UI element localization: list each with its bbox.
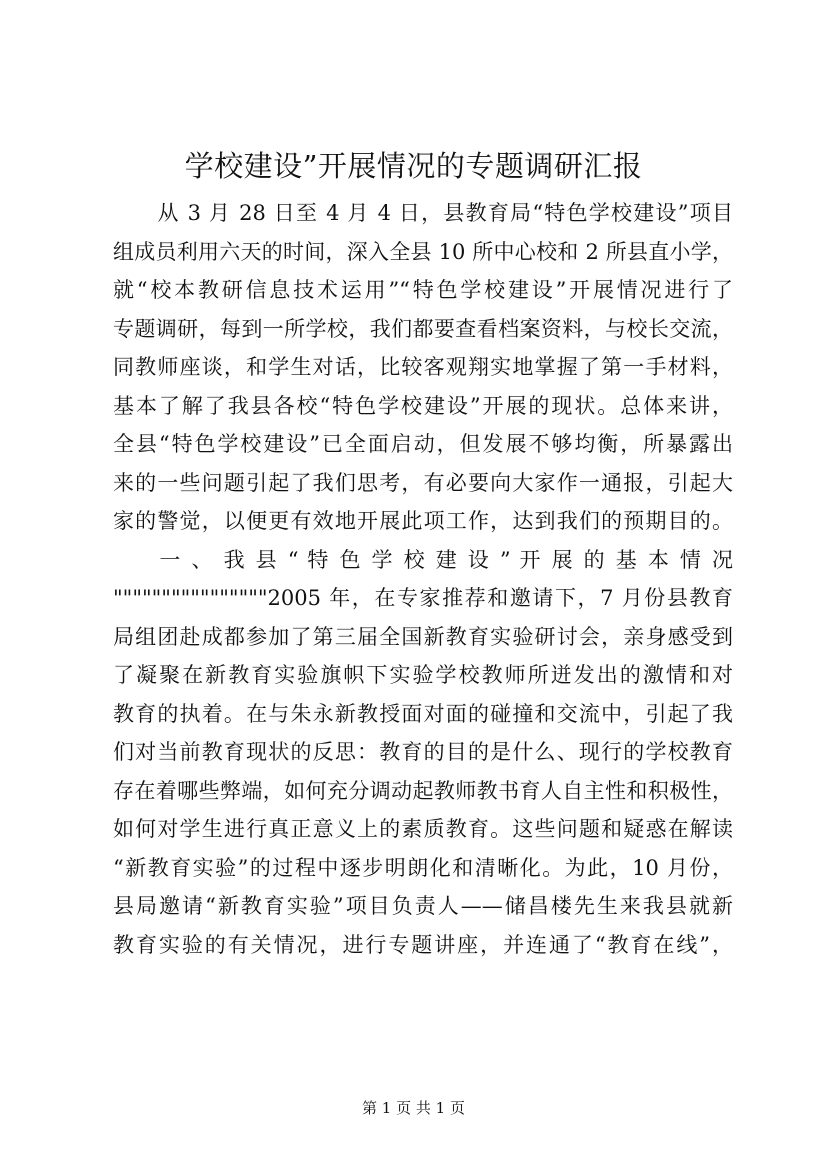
body-line: 存在着哪些弊端，如何充分调动起教师教书育人自主性和积极性， <box>113 778 733 803</box>
body-line: 基本了解了我县各校“特色学校建设”开展的现状。总体来讲， <box>113 393 733 418</box>
page-footer: 第 1 页 共 1 页 <box>362 1099 465 1117</box>
body-line: 从 3 月 28 日至 4 月 4 日，县教育局“特色学校建设”项目 <box>113 201 733 225</box>
body-line: 教育实验的有关情况，进行专题讲座，并连通了“教育在线”， <box>113 932 733 957</box>
document-title: 学校建设”开展情况的专题调研汇报 <box>184 149 643 183</box>
body-line: “新教育实验”的过程中逐步明朗化和清晰化。为此，10 月份， <box>113 855 733 880</box>
body-line: 教育的执着。在与朱永新教授面对面的碰撞和交流中，引起了我 <box>113 701 733 726</box>
body-line: 全县“特色学校建设”已全面启动，但发展不够均衡，所暴露出 <box>113 432 733 456</box>
body-line: """"""""""""""""2005 年，在专家推荐和邀请下，7 月份县教育 <box>113 586 733 610</box>
body-line: 就“校本教研信息技术运用”“特色学校建设”开展情况进行了 <box>113 278 733 302</box>
body-line: 县局邀请“新教育实验”项目负责人——储昌楼先生来我县就新 <box>113 894 733 918</box>
section-heading-line: 一 、 我 县 “ 特 色 学 校 建 设 ” 开 展 的 基 本 情 况 <box>113 547 733 572</box>
body-line: 们对当前教育现状的反思：教育的目的是什么、现行的学校教育 <box>113 740 733 764</box>
body-line: 组成员利用六天的时间，深入全县 10 所中心校和 2 所县直小学， <box>113 239 733 264</box>
body-line: 专题调研，每到一所学校，我们都要查看档案资料，与校长交流， <box>113 316 733 341</box>
body-line: 来的一些问题引起了我们思考，有必要向大家作一通报，引起大 <box>113 470 733 495</box>
document-body <box>113 194 733 964</box>
body-line: 局组团赴成都参加了第三届全国新教育实验研讨会，亲身感受到 <box>113 624 733 649</box>
body-line: 了凝聚在新教育实验旗帜下实验学校教师所迸发出的激情和对 <box>113 663 733 687</box>
body-line: 如何对学生进行真正意义上的素质教育。这些问题和疑惑在解读 <box>113 817 733 841</box>
body-line: 同教师座谈，和学生对话，比较客观翔实地掌握了第一手材料， <box>113 355 733 379</box>
body-line: 家的警觉，以便更有效地开展此项工作，达到我们的预期目的。 <box>113 509 733 533</box>
